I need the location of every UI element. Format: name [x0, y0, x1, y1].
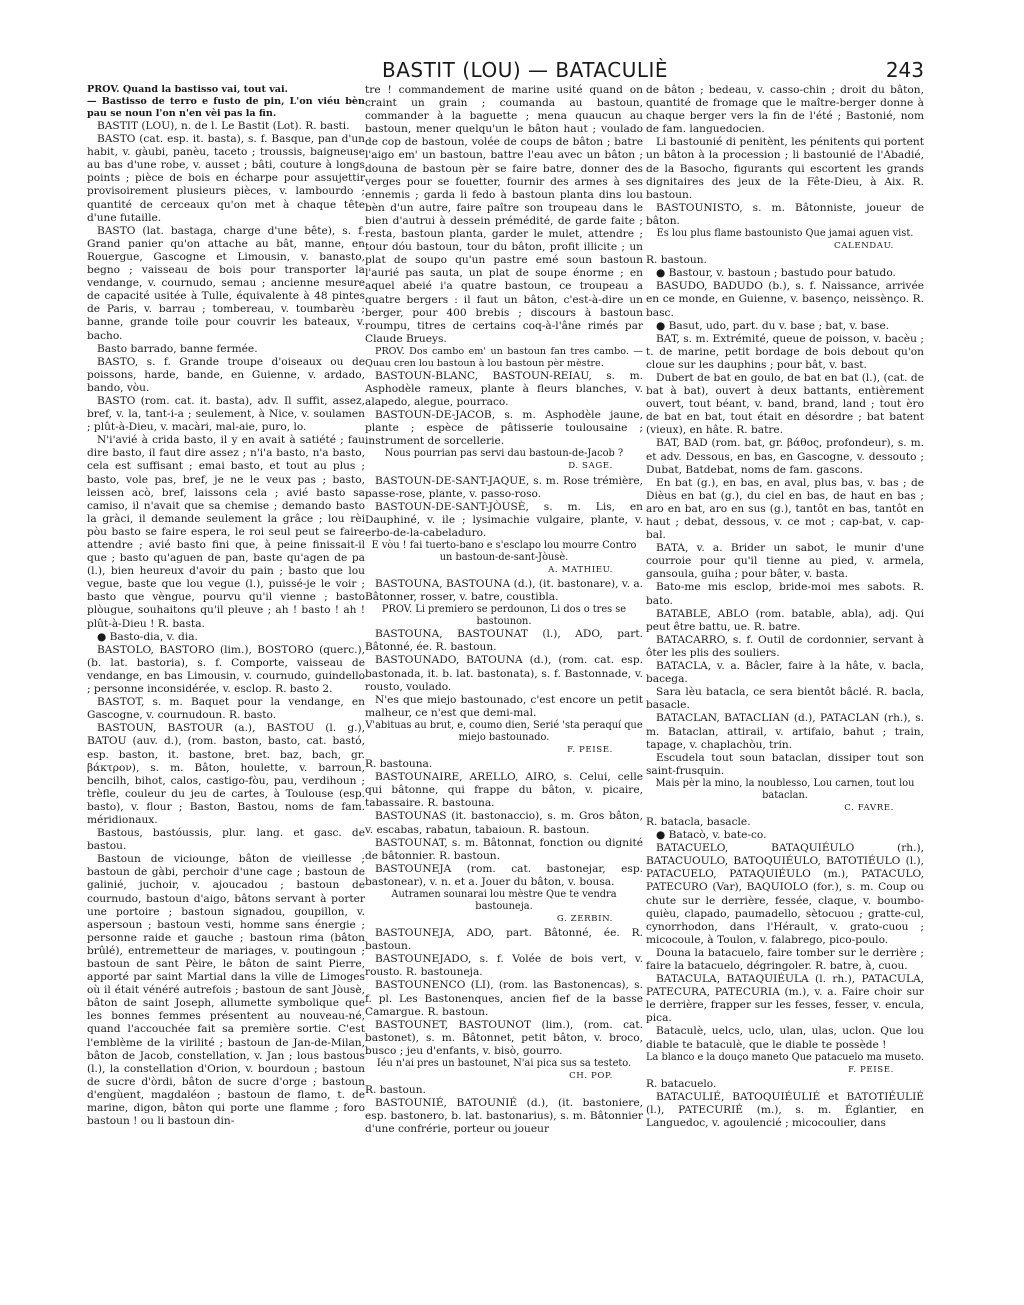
- column-right: [646, 84, 924, 1130]
- dictionary-entry: BASTOUNENCO (LI), (rom. las Bastonencas), s. f. pl. Les Bastonenques, ancien fief de la basse Camargue. R. bastoun.: [365, 979, 643, 1018]
- dictionary-entry: BASTOUNIÉ, BATOUNIÉ (d.), (it. bastoniere, esp. bastonero, b. lat. bastonarius), s. m. Bâtonnier d'une confrérie, porteur ou joueur: [365, 1097, 643, 1136]
- quoted-verse: Es lou plus flame bastounisto Que jamai aguen vist.: [656, 228, 914, 240]
- dictionary-entry: R. bastoun.: [365, 1084, 426, 1097]
- page-number: 243: [885, 58, 924, 82]
- dictionary-entry: BASTOUNAS (it. bastonaccio), s. m. Gros bâton, v. escabas, rabatun, tabaioun. R. bastoun.: [365, 810, 643, 836]
- dictionary-entry: BASTOUNA, BASTOUNA (d.), (it. bastonare), v. a. Bâtonner, rosser, v. batre, coustibla.: [365, 578, 644, 604]
- dictionary-entry: BASTOUNA, BASTOUNAT (l.), ADO, part. Bâtonné, ée. R. bastoun.: [365, 628, 643, 654]
- dictionary-entry: BATA, v. a. Brider un sabot, le munir d'une courroie pour qu'il tienne au pied, v. armela, gansoula, guiha ; pour bâter, v. basta.: [646, 542, 924, 581]
- citation: C. FAVRE.: [844, 802, 894, 813]
- quoted-verse: La blanco e la douço maneto Que patacuelo ma museto.: [646, 1051, 925, 1063]
- citation: D. SAGE.: [568, 461, 613, 472]
- dictionary-entry: BASTOUN-DE-JACOB, s. m. Asphodèle jaune, plante ; espèce de pâtisserie toulousaine ; instrument de sorcellerie.: [365, 409, 643, 448]
- dictionary-entry: BASTOUNET, BASTOUNOT (lim.), (rom. cat. bastonet), s. m. Bâtonnet, petit bâton, v. broco, busco ; jeu d'enfants, v. bisò, gourro.: [365, 1018, 643, 1057]
- dictionary-entry: BASTO (cat. esp. it. basta), s. f. Basque, pan d'un habit, v. gàubi, panèu, taceto ; troussis, baigneuse au bas d'une robe, v. ausset ; bâti, couture à longs points ; pièce de bois en écharpe pour assujettir provisoirement plusieurs pièces, v. lambourdo ; quantité de cerceaux qu'on met à chaque tête d'une futaille.: [87, 133, 365, 224]
- dictionary-entry: BASTOUNAT, s. m. Bâtonnat, fonction ou dignité de bâtonnier. R. bastoun.: [365, 836, 643, 862]
- dictionary-entry: Douna la batacuelo, faire tomber sur le derrière ; faire la batacuelo, dégringoler. R. batre, à, cuou.: [646, 946, 924, 972]
- dictionary-entry: Bastous, bastóussis, plur. lang. et gasc. de bastou.: [87, 827, 365, 853]
- quoted-verse: PROV. Li premiero se perdounon, Li dos o tres se bastounon.: [381, 604, 627, 628]
- citation: A. MATHIEU.: [548, 565, 613, 575]
- dictionary-entry: PROV. Dos cambo em' un bastoun fan tres cambo. — Quau cren lou bastoun à lou bastoun pèr mèstre.: [365, 345, 643, 369]
- dictionary-entry: ● Basut, udo, part. du v. base ; bat, v. base.: [656, 319, 890, 332]
- citation: CH. POP.: [569, 1071, 613, 1081]
- dictionary-entry: En bat (g.), en bas, en aval, plus bas, v. bas ; de Dièus en bat (g.), du ciel en bas, de haut en bas ; aro en bat, aro en sus (g.), tantôt en bas, tantôt en haut ; debat, dessous, v. ce mot ; cap-bat, v. cap-bal.: [646, 476, 924, 542]
- dictionary-entry: Li bastounié di penitènt, les pénitents qui portent un bâton à la procession ; li bastounié de l'Abadié, de la Basocho, figurants qui escortent les grands dignitaires des jeux de la Fête-Dieu, à Aix. R. bastoun.: [646, 136, 924, 201]
- dictionary-entry: BASTOUNISTO, s. m. Bâtonniste, joueur de bâton.: [646, 201, 924, 227]
- dictionary-entry: ● Batacò, v. bate-co.: [656, 829, 767, 842]
- column-left: [87, 84, 365, 1128]
- citation: F. PEISE.: [567, 744, 613, 755]
- quoted-verse: E vòu ! fai tuerto-bano e s'esclapo lou mourre Contro un bastoun-de-sant-Jòusè.: [371, 540, 637, 563]
- citation: CALENDAU.: [834, 241, 894, 252]
- dictionary-entry: BATACUELO, BATAQUIÉULO (rh.), BATACUOULO, BATOQUIÉULO, BATOTIÉULO (l.), PATACUELO, PATAQUIÉULO (m.), PATACULO, PATECURO (Var), BAQUIOLO (for.), s. m. Coup ou chute sur le derrière, fessée, claque, v. boumbo-quièu, clapado, paumadello, sètocuou ; gratte-cul, cynorrhodon, dans l'Hérault, v. grato-cuou ; micocoule, à Toulon, v. falabrego, pico-poulo.: [646, 842, 924, 946]
- dictionary-entry: BASTOUN, BASTOUR (a.), BASTOU (l. g.), BATOU (auv. d.), (rom. baston, basto, cat. bastó, esp. baston, it. bastone, bret. baz, bach, gr. βάκτρον), s. m. Bâton, houlette, v. barroun, bencilh, bihot, calos, castigo-fòu, pau, verdihoun ; trèfle, couleur du jeu de cartes, à Toulouse (esp. basto), v. flour ; Baston, Bastou, noms de fam. méridionaux.: [87, 722, 365, 826]
- dictionary-entry: BASTO, s. f. Grande troupe d'oiseaux ou de poissons, harde, bande, en Guienne, v. ardado, bando, vòu.: [87, 355, 365, 394]
- dictionary-entry: Sara lèu batacla, ce sera bientôt bâclé. R. bacla, basacle.: [646, 686, 924, 712]
- dictionary-entry: BAT, BAD (rom. bat, gr. βάθος, profondeur), s. m. et adv. Dessous, en bas, en Gascogne, v. dessouto ; Dubat, Batdebat, noms de fam. gascons.: [646, 437, 924, 476]
- dictionary-entry: BASTOUNEJA (rom. cat. bastonejar, esp. bastonear), v. n. et a. Jouer du bâton, v. bousa.: [365, 862, 643, 888]
- dictionary-entry: BASUDO, BADUDO (b.), s. f. Naissance, arrivée en ce monde, en Guienne, v. basenço, neissènço. R. basc.: [646, 280, 924, 319]
- dictionary-entry: R. batacuelo.: [646, 1077, 717, 1090]
- dictionary-entry: BASTIT (LOU), n. de l. Le Bastit (Lot). R. basti.: [97, 120, 350, 132]
- dictionary-entry: BASTOLO, BASTORO (lim.), BOSTORO (querc.), (b. lat. bastoria), s. f. Comporte, vaisseau de vendange, en bas Limousin, v. cournudo, guindello ; personne inconsidérée, v. esclop. R. basto 2.: [87, 643, 365, 696]
- dictionary-entry: BASTO (lat. bastaga, charge d'une bête), s. f. Grand panier qu'on attache au bât, manne, en Rouergue, Gascogne et Limousin, v. banasto, begno ; vaisseau de bois pour transporter la vendange, v. cournudo, semau ; ancienne mesure de capacité usitée à Tulle, équivalente à 48 pintes de Paris, v. barrau ; tombereau, v. toumbarèu ; banne, grande toile pour couvrir les bateaux, v. bacho.: [87, 224, 365, 342]
- citation: G. ZERBIN.: [556, 913, 613, 924]
- dictionary-entry: ● Bastour, v. bastoun ; bastudo pour batudo.: [656, 267, 896, 280]
- dictionary-entry: BASTOT, s. m. Baquet pour la vendange, en Gascogne, v. cournudoun. R. basto.: [87, 696, 365, 722]
- dictionary-entry: BASTO (rom. cat. it. basta), adv. Il suffit, assez, bref, v. la, tant-i-a ; seulement, à Nice, v. soulamen ; plût-à-Dieu, v. macàri, mal-aie, puro, lo.: [87, 394, 365, 434]
- dictionary-entry: BATACULIÉ, BATOQUIÉULIÉ et BATOTIÉULIÉ (l.), PATECURIÉ (m.), s. m. Églantier, en Languedoc, v. agoulencié ; micocoulier, dans: [646, 1090, 924, 1130]
- dictionary-entry: tre ! commandement de marine usité quand on craint un grain ; coumanda au bastoun, commander à la baguette ; mena quaucun au bastoun, mener quelqu'un le bâton haut ; voulado de cop de bastoun, volée de coups de bâton ; batre l'aigo em' un bastoun, battre l'eau avec un bâton ; douna de bastoun pèr se faire batre, donner des verges pour se fouetter, fournir des armes à ses ennemis ; garda li fedo à bastoun planta dins lou bèn d'un autre, faire paître son troupeau dans le bien d'autrui à dessein prémédité, de garde faite ; resta, bastoun planta, garder le mulet, attendre ; tour dóu bastoun, tour du bâton, profit illicite ; un plat de soupo qu'un pastre emé soun bastoun l'aurié pas sauta, un plat de soupe énorme ; en aquel abeié i'a quatre bastoun, ce troupeau a quatre bergers : il faut un bâton, c'est-à-dire un berger, pour 400 brebis ; discours à bastoun roumpu, titres de certains coq-à-l'âne rimés par Claude Brueys.: [365, 84, 643, 345]
- column-middle: [365, 84, 643, 1136]
- dictionary-entry: BASTOUN-DE-SANT-JÒUSÈ, s. m. Lis, en Dauphiné, v. ile ; lysimachie vulgaire, plante, v. erbo-de-la-cabeladuro.: [365, 500, 643, 539]
- dictionary-entry: — Bastisso de terro e fusto de pin, L'on viéu bèn pau se noun l'on n'en vèi pas la fin.: [87, 96, 365, 119]
- dictionary-entry: BASTOUN-DE-SANT-JAQUE, s. m. Rose trémière, passe-rose, plante, v. passo-roso.: [365, 474, 643, 500]
- dictionary-entry: R. bastoun.: [646, 254, 707, 267]
- dictionary-entry: BATACULA, BATAQUIÉULA (l. rh.), PATACULA, PATECURA, PATECURIA (m.), v. a. Faire choir sur le derrière, frapper sur les fesses, fesser, v. encula, pica.: [646, 973, 924, 1025]
- dictionary-entry: Bastoun de viciounge, bâton de vieillesse ; bastoun de gàbi, perchoir d'une cage ; bastoun de galinié, juchoir, v. ajoucadou ; bastoun de cournudo, bastoun d'aigo, bâtons servant à porter une portoire ; bastoun signadou, goupillon, v. aspersoun ; bastoun vesti, homme sans énergie ; personne raide et gauche ; bastoun rima (bâton brûlé), entremetteur de mariages, v. poutingoun ; bastoun de sant Pèire, le bâton de saint Pierre, apporté par saint Martial dans la ville de Limoges où il était vénéré autrefois ; bastoun de sant Jòusè, bâton de saint Joseph, allumette symbolique que les bonnes femmes présentent au nouveau-né, quand l'accouchée fait sa première sortie. C'est l'emblème de la virilité ; bastoun de Jan-de-Milan, bâton de Jacob, constellation, v. Jan ; lous bastous (l.), la constellation d'Orion, v. bourdoun ; bastoun de sucre d'òrdi, bâton de sucre d'orge ; bastoun d'engùent, magdaléon ; bastoun de flamo, t. de marine, digon, bâton qui porte une flamme ; foro bastoun ! ou li bastoun din-: [87, 853, 365, 1128]
- dictionary-entry: R. batacla, basacle.: [646, 815, 751, 828]
- dictionary-entry: BASTOUN-BLANC, BASTOUN-REIAU, s. m. Asphodèle rameux, plante à fleurs blanches, v. alapedo, alegue, pourraco.: [365, 369, 643, 409]
- dictionary-entry: BAT, s. m. Extrémité, queue de poisson, v. bacèu ; t. de marine, petit bordage de bois debout qu'on cloue sur les dauphins ; pour bât, v. bast.: [646, 332, 924, 371]
- dictionary-entry: Basto barrado, banne fermée.: [97, 342, 258, 355]
- dictionary-entry: N'i'avié à crida basto, il y en avait à satiété ; fau dire basto, il faut dire assez ; n'i'a basto, n'a basto, cela est suffisant ; emai basto, et tout au plus ; basto, vole pas, bref, je ne le veux pas ; basto, leissen acò, bref, laissons cela ; avié basto sa camiso, il n'avait que sa chemise ; demando basto la gràci, il demande seulement la grâce ; lou rèi pòu basto se faire espera, le roi seul peut se faire attendre ; avié basto fini que, à peine finissait-il que ; basto qu'aguen de pan, baste qu'agen de pa (l.), bien heureux d'avoir du pain ; basto que lou vegue, baste que lou vegue (l.), puissé-je le voir ; basto que vèngue, pourvu qu'il vienne ; basto plòugue, souhaitons qu'il pleuve ; ah ! basto ! ah ! plût-à-Dieu ! R. basta.: [87, 434, 365, 630]
- page-title: BASTIT (LOU) — BATACULIÈ: [381, 58, 669, 82]
- dictionary-entry: Bato-me mis esclop, bride-moi mes sabots. R. bato.: [646, 581, 924, 607]
- dictionary-entry: BASTOUNAIRE, ARELLO, AIRO, s. Celui, celle qui bâtonne, qui frappe du bâton, v. picaire, tabassaire. R. bastouna.: [365, 771, 643, 810]
- dictionary-entry: de bâton ; bedeau, v. casso-chin ; droit du bâton, quantité de fromage que le maître-berger donne à chaque berger vers la fin de l'été ; Bastonié, nom de fam. languedocien.: [646, 84, 924, 136]
- dictionary-entry: BATACARRO, s. f. Outil de cordonnier, servant à ôter les plis des souliers.: [646, 633, 924, 659]
- dictionary-entry: BATABLE, ABLO (rom. batable, abla), adj. Qui peut être battu, ue. R. batre.: [646, 607, 924, 633]
- dictionary-entry: Dubert de bat en goulo, de bat en bat (l.), (cat. de bat à bat), ouvert à deux battants, entièrement ouvert, tout béant, v. band, brand, land ; tout èro de bat en bat, tout était en désordre ; bat batent (vieux), en hâte. R. batre.: [646, 371, 924, 437]
- dictionary-entry: PROV. Quand la bastisso vai, tout vai.: [87, 84, 289, 95]
- dictionary-entry: R. bastouna.: [365, 758, 433, 771]
- dictionary-entry: BATACLAN, BATACLIAN (d.), PATACLAN (rh.), s. m. Bataclan, attirail, v. artifaio, bahut ; train, tapage, v. chaplachòu, trin.: [646, 712, 924, 751]
- quoted-verse: V'abituas au brut, e, coumo dien, Serié 'sta peraquí que miejo bastounado.: [365, 719, 643, 743]
- quoted-verse: Autramen sounarai lou mèstre Que te vendra bastouneja.: [391, 888, 617, 912]
- quoted-verse: Mais pèr la mino, la noublesso, Lou carnen, tout lou bataclan.: [655, 777, 915, 801]
- dictionary-entry: Bataculè, uelcs, uclo, ulan, ulas, uclon. Que lou diable te bataculè, que le diable te possède !: [646, 1025, 924, 1051]
- quoted-verse: Nous pourrian pas servi dau bastoun-de-Jacob ?: [384, 448, 624, 460]
- dictionary-entry: BASTOUNEJADO, s. f. Volée de bois vert, v. rousto. R. bastouneja.: [365, 953, 643, 979]
- dictionary-entry: BASTOUNADO, BATOUNA (d.), (rom. cat. esp. bastonada, it. b. lat. bastonata), s. f. Bastonnade, v. rousto, voulado.: [365, 654, 643, 693]
- dictionary-entry: ● Basto-dia, v. dia.: [97, 630, 198, 643]
- citation: F. PEISE.: [848, 1064, 894, 1075]
- dictionary-entry: BATACLA, v. a. Bâcler, faire à la hâte, v. bacla, bacega.: [646, 660, 924, 686]
- quoted-verse: Iéu n'ai pres un bastounet, N'ai pica sus sa testeto.: [376, 1058, 632, 1069]
- dictionary-entry: Escudela tout soun bataclan, dissiper tout son saint-frusquin.: [646, 751, 924, 777]
- dictionary-entry: N'es que miejo bastounado, c'est encore un petit malheur, ce n'est que demi-mal.: [365, 693, 643, 719]
- dictionary-entry: BASTOUNEJA, ADO, part. Bâtonné, ée. R. bastoun.: [365, 927, 643, 953]
